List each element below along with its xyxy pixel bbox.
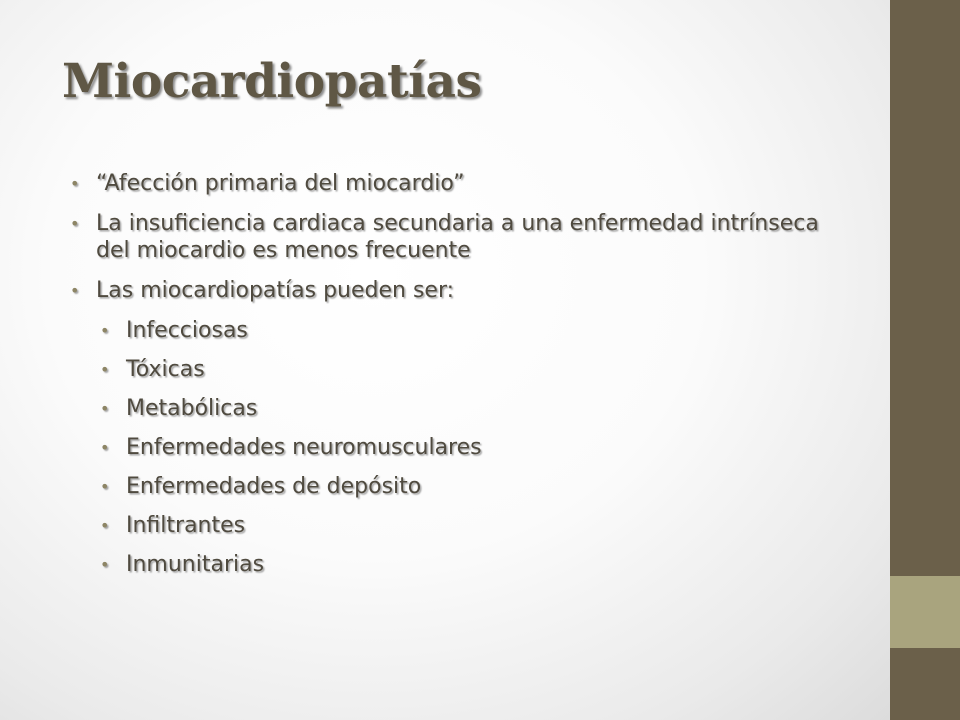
bullet-dot-icon: • xyxy=(100,399,110,418)
sub-bullet-item xyxy=(66,512,856,539)
bullet-item xyxy=(66,210,856,264)
bullet-dot-icon: • xyxy=(100,477,110,496)
bullet-dot-icon: • xyxy=(70,214,80,233)
bullet-text: Infecciosas xyxy=(126,318,248,343)
sub-bullet-item xyxy=(66,356,856,383)
bullet-text: Infiltrantes xyxy=(126,513,246,538)
sub-bullet-item xyxy=(66,434,856,461)
sub-bullet-item xyxy=(66,395,856,422)
bullet-text: Enfermedades de depósito xyxy=(126,474,422,499)
sidebar-band-bottom xyxy=(890,648,960,720)
bullet-dot-icon: • xyxy=(70,281,80,300)
bullet-dot-icon: • xyxy=(100,516,110,535)
bullet-dot-icon: • xyxy=(70,174,80,193)
bullet-text: “Afección primaria del miocardio” xyxy=(96,171,465,196)
bullet-dot-icon: • xyxy=(100,321,110,340)
bullet-dot-icon: • xyxy=(100,555,110,574)
bullet-text: Las miocardiopatías pueden ser: xyxy=(96,278,455,303)
sidebar-band-accent xyxy=(890,576,960,648)
bullet-text: Inmunitarias xyxy=(126,552,265,577)
bullet-text: Enfermedades neuromusculares xyxy=(126,435,482,460)
slide-title: Miocardiopatías xyxy=(62,54,482,109)
decorative-sidebar xyxy=(890,0,960,720)
bullet-text: La insuficiencia cardiaca secundaria a una enfermedad intrínseca del miocardio es menos frecuente xyxy=(96,211,819,263)
bullet-text: Metabólicas xyxy=(126,396,258,421)
sub-bullet-item xyxy=(66,473,856,500)
sidebar-band-top xyxy=(890,0,960,576)
bullet-text: Tóxicas xyxy=(126,357,205,382)
bullet-list xyxy=(66,170,856,590)
bullet-dot-icon: • xyxy=(100,360,110,379)
bullet-dot-icon: • xyxy=(100,438,110,457)
sub-bullet-item xyxy=(66,317,856,344)
bullet-item xyxy=(66,277,856,304)
bullet-item xyxy=(66,170,856,197)
sub-bullet-item xyxy=(66,551,856,578)
